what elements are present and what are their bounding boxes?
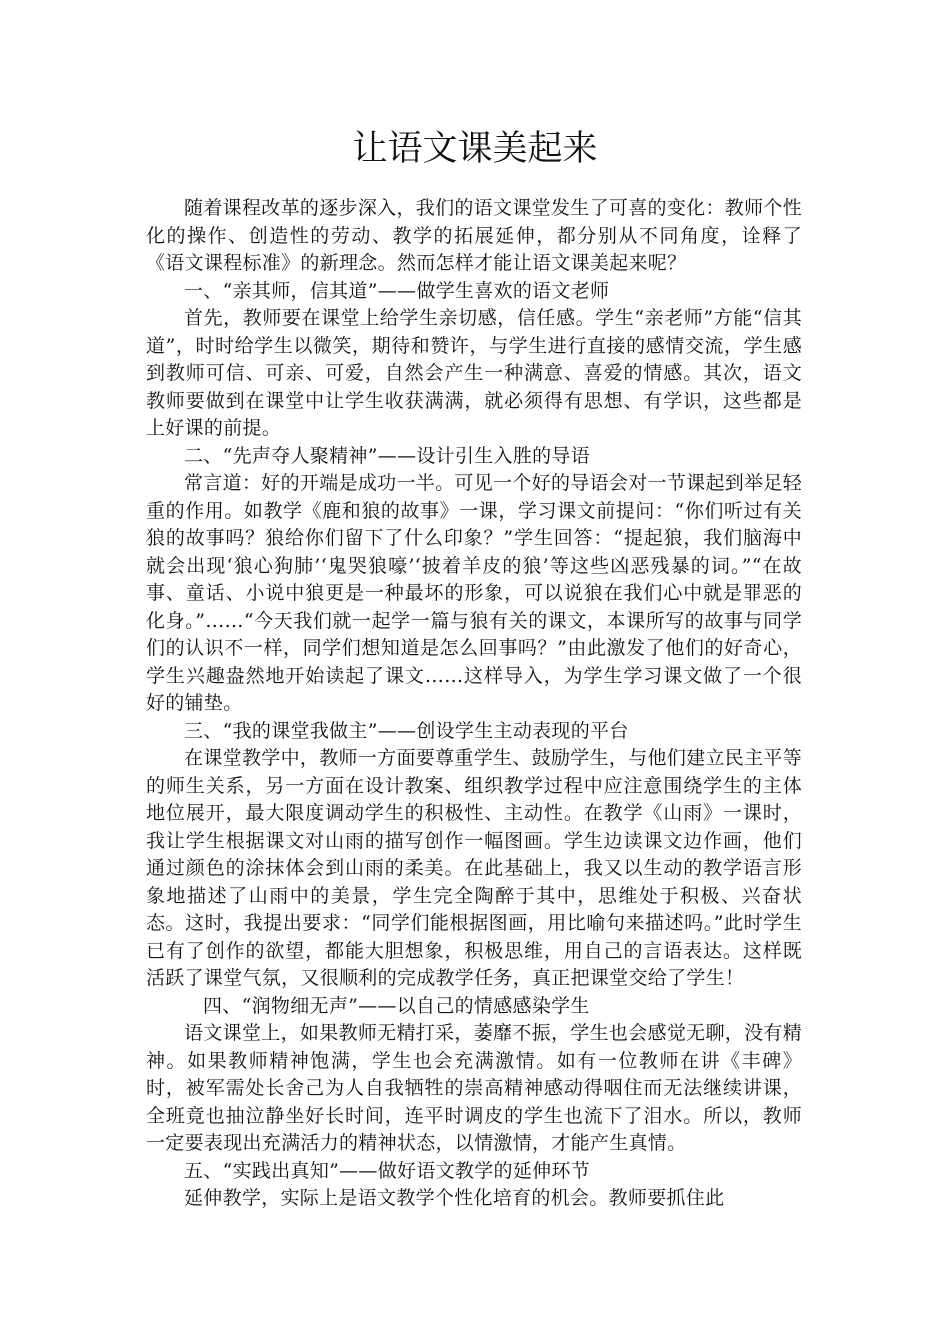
section-paragraph-1: 首先，教师要在课堂上给学生亲切感，信任感。学生“亲老师”方能“信其道”，时时给学生以微笑，期待和赞许，与学生进行直接的感情交流，学生感到教师可信、可亲、可爱，自然会产生一种满意、喜爱的情感。其次，语文教师要做到在课堂中让学生收获满满，就必须得有思想、有学识，这些都是上好课的前提。 [146,307,802,439]
section-heading-3: 三、“我的课堂我做主”——创设学生主动表现的平台 [184,719,629,742]
section-paragraph-3: 在课堂教学中，教师一方面要尊重学生、鼓励学生，与他们建立民主平等的师生关系，另一方面在设计教案、组织教学过程中应注意围绕学生的主体地位展开，最大限度调动学生的积极性、主动性。在教学《山雨》一课时，我让学生根据课文对山雨的描写创作一幅图画。学生边读课文边作画，他们通过颜色的涂抹体会到山雨的柔美。在此基础上，我又以生动的教学语言形象地描述了山雨中的美景，学生完全陶醉于其中，思维处于积极、兴奋状态。这时，我提出要求：“同学们能根据图画，用比喻句来描述吗。”此时学生已有了创作的欲望，都能大胆想象，积极思维，用自己的言语表达。这样既活跃了课堂气氛，又很顺利的完成教学任务，真正把课堂交给了学生！ [146,747,802,989]
section-heading-1: 一、“亲其师，信其道”——做学生喜欢的语文老师 [184,279,610,302]
section-paragraph-2: 常言道：好的开端是成功一半。可见一个好的导语会对一节课起到举足轻重的作用。如教学《鹿和狼的故事》一课，学习课文前提问：“你们听过有关狼的故事吗？狼给你们留下了什么印象？”学生回答：“提起狼，我们脑海中就会出现‘狼心狗肺’‘鬼哭狼嚎’‘披着羊皮的狼’等这些凶恶残暴的词。”“在故事、童话、小说中狼更是一种最坏的形象，可以说狼在我们心中就是罪恶的化身。”……“今天我们就一起学一篇与狼有关的课文，本课所写的故事与同学们的认识不一样，同学们想知道是怎么回事吗？”由此激发了他们的好奇心，学生兴趣盎然地开始读起了课文……这样导入，为学生学习课文做了一个很好的铺垫。 [146,472,802,714]
section-heading-2: 二、“先声夺人聚精神”——设计引生入胜的导语 [184,444,591,467]
section-paragraph-5: 延伸教学，实际上是语文教学个性化培育的机会。教师要抓住此 [184,1187,725,1209]
document-body [146,195,802,1213]
document-title: 让语文课美起来 [352,129,598,169]
section-heading-5: 五、“实践出真知”——做好语文教学的延伸环节 [184,1159,591,1182]
intro-paragraph: 随着课程改革的逐步深入，我们的语文课堂发生了可喜的变化：教师个性化的操作、创造性的劳动、教学的拓展延伸，都分别从不同角度，诠释了《语文课程标准》的新理念。然而怎样才能让语文课美起来呢？ [146,197,802,274]
section-heading-4: 四、“润物细无声”——以自己的情感感染学生 [203,994,590,1017]
section-paragraph-4: 语文课堂上，如果教师无精打采，萎靡不振，学生也会感觉无聊，没有精神。如果教师精神饱满，学生也会充满激情。如有一位教师在讲《丰碑》时，被军需处长舍己为人自我牺牲的崇高精神感动得咽住而无法继续讲课，全班竟也抽泣静坐好长时间，连平时调皮的学生也流下了泪水。所以，教师一定要表现出充满活力的精神状态，以情激情，才能产生真情。 [146,1022,802,1154]
